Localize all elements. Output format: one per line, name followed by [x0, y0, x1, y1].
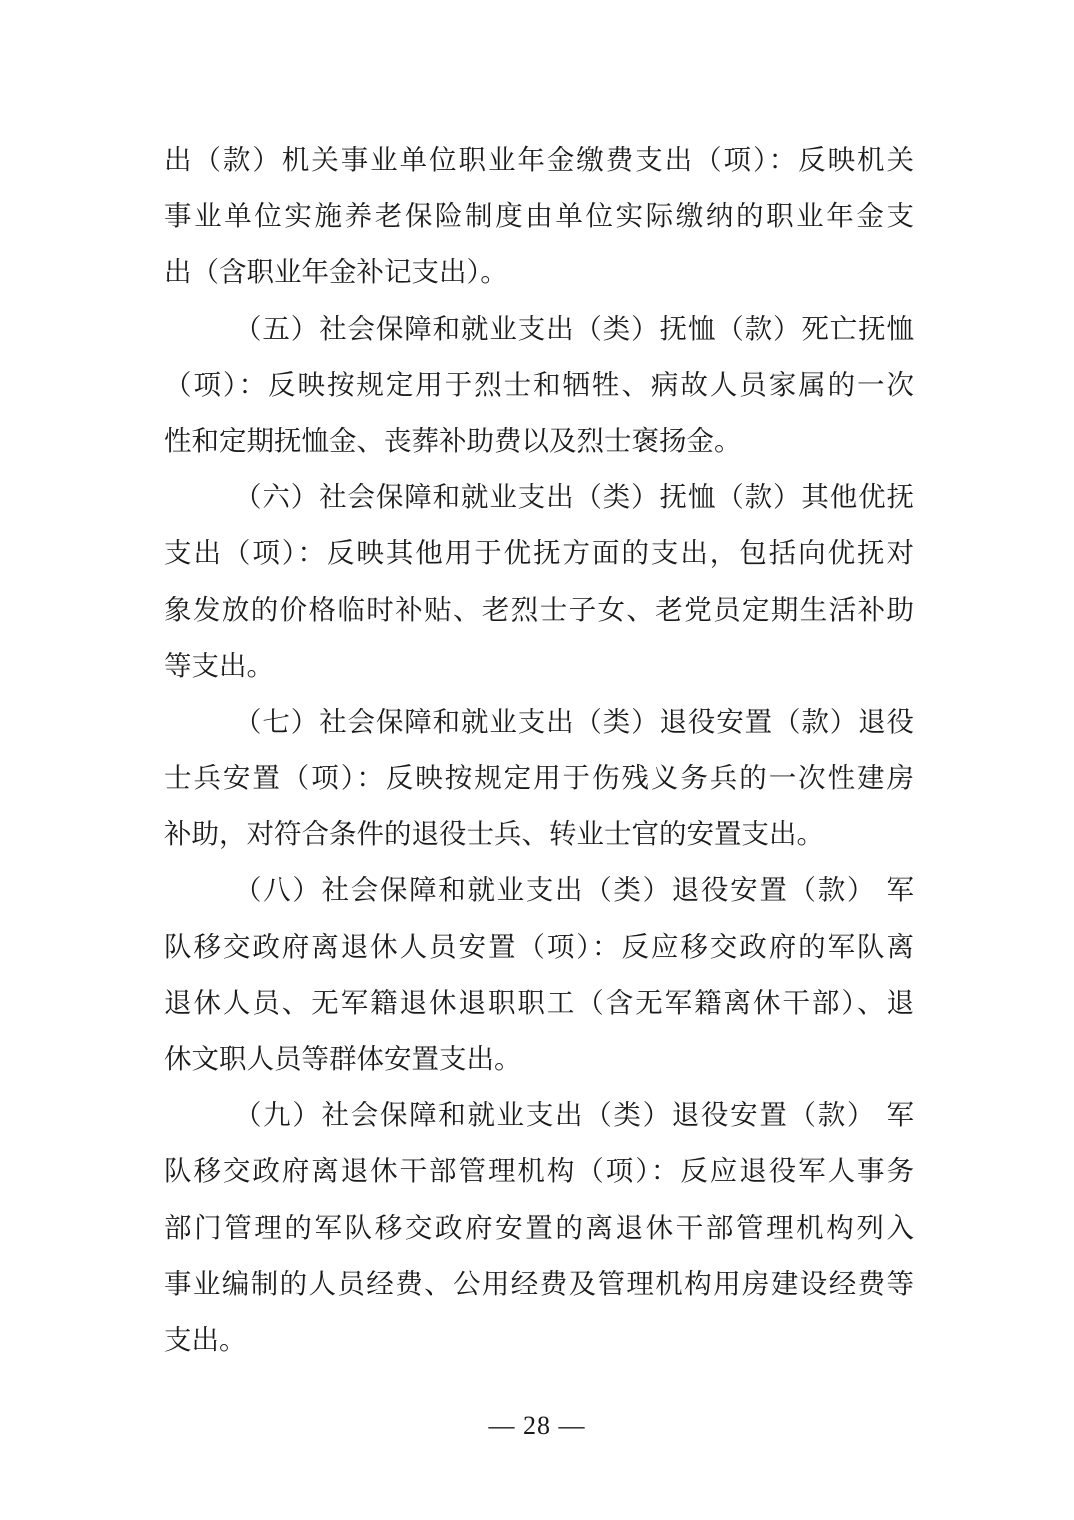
page-number: — 28 —: [488, 1411, 586, 1440]
text-line: （六）社会保障和就业支出（类）抚恤（款）其他优抚: [234, 481, 914, 514]
text-line: 性和定期抚恤金、丧葬补助费以及烈士褒扬金。: [164, 424, 742, 457]
text-line: 部门管理的军队移交政府安置的离退休干部管理机构列入: [164, 1211, 914, 1244]
text-line: （八）社会保障和就业支出（类）退役安置（款） 军: [234, 874, 914, 907]
text-line: 支出（项）：反映其他用于优抚方面的支出，包括向优抚对: [164, 537, 914, 570]
text-line: 退休人员、无军籍退休退职职工（含无军籍离休干部）、退: [164, 986, 914, 1019]
text-line: 出（含职业年金补记支出）。: [164, 256, 508, 289]
paragraph-item-9: [164, 1087, 914, 1368]
text-line: 事业编制的人员经费、公用经费及管理机构用房建设经费等: [164, 1267, 914, 1300]
text-line: 补助，对符合条件的退役士兵、转业士官的安置支出。: [164, 818, 824, 851]
text-line: 出（款）机关事业单位职业年金缴费支出（项）：反映机关: [164, 144, 914, 176]
paragraph-item-6: [164, 469, 914, 694]
body-text: [164, 132, 914, 1368]
text-line: 士兵安置（项）：反映按规定用于伤残义务兵的一次性建房: [164, 762, 914, 795]
text-line: （五）社会保障和就业支出（类）抚恤（款）死亡抚恤: [234, 312, 914, 345]
paragraph-item-5: [164, 301, 914, 470]
text-line: 休文职人员等群体安置支出。: [164, 1043, 522, 1075]
text-line: （九）社会保障和就业支出（类）退役安置（款） 军: [234, 1099, 914, 1132]
text-line: 事业单位实施养老保险制度由单位实际缴纳的职业年金支: [164, 200, 914, 233]
text-line: 队移交政府离退休人员安置（项）：反应移交政府的军队离: [164, 930, 914, 963]
paragraph-item-8: [164, 862, 914, 1087]
text-line: 队移交政府离退休干部管理机构（项）：反应退役军人事务: [164, 1155, 914, 1188]
text-line: 支出。: [164, 1323, 247, 1356]
text-line: 象发放的价格临时补贴、老烈士子女、老党员定期生活补助: [164, 593, 914, 626]
paragraph-item-7: [164, 694, 914, 863]
text-line: （七）社会保障和就业支出（类）退役安置（款）退役: [234, 705, 914, 738]
text-line: （项）：反映按规定用于烈士和牺牲、病故人员家属的一次: [164, 368, 914, 401]
paragraph-pension-continuation: [164, 132, 914, 301]
text-line: 等支出。: [164, 649, 274, 682]
